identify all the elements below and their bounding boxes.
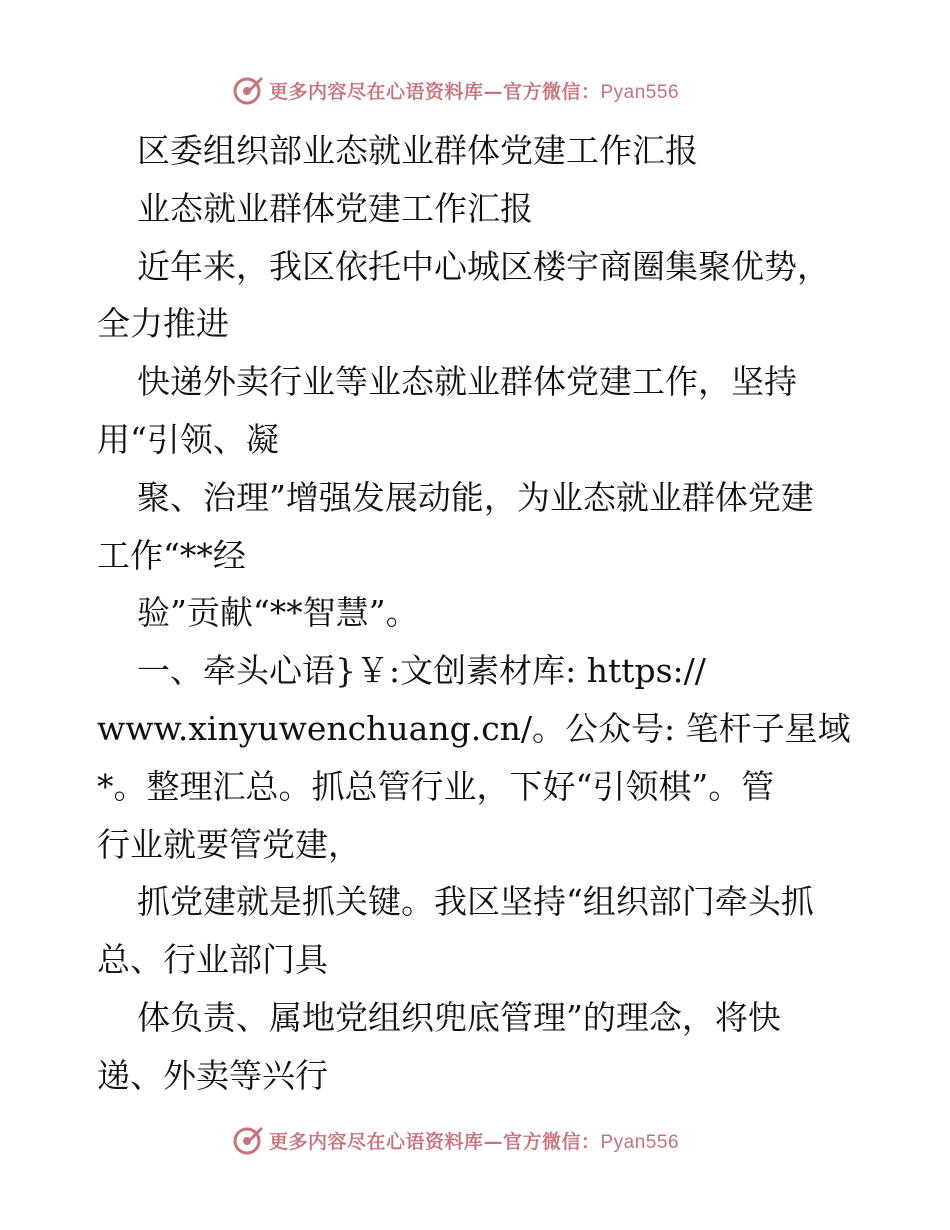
text-line: 聚、治理”增强发展动能，为业态就业群体党建 <box>137 477 814 517</box>
pen-logo-icon <box>231 73 265 107</box>
text-line: 总、行业部门具 <box>97 940 328 980</box>
text-line: 验”贡献“**智慧”。 <box>137 593 419 633</box>
text-line: 区委组织部业态就业群体党建工作汇报 <box>137 131 698 170</box>
text-line: 近年来，我区依托中心城区楼宇商圈集聚优势， <box>137 246 830 286</box>
text-line: *。整理汇总。抓总管行业，下好“引领棋”。管 <box>97 766 775 806</box>
text-line: 行业就要管党建， <box>97 824 361 864</box>
watermark-id: Pyan556 <box>600 1131 680 1153</box>
watermark-id: Pyan556 <box>600 81 680 103</box>
text-line: 体负责、属地党组织兜底管理”的理念，将快 <box>137 997 781 1037</box>
watermark-text: 更多内容尽在心语资料库—官方微信：Pyan556 <box>268 1130 680 1153</box>
text-line: 工作“**经 <box>97 535 246 575</box>
text-line: 递、外卖等兴行 <box>97 1055 328 1095</box>
document-body <box>97 122 867 1105</box>
text-line: 快递外卖行业等业态就业群体党建工作，坚持 <box>137 362 797 402</box>
text-line: 一、牵头心语}￥:文创素材库: https:// <box>137 651 706 691</box>
text-line: 业态就业群体党建工作汇报 <box>137 188 533 228</box>
text-line: www.xinyuwenchuang.cn/。公众号: 笔杆子星域 <box>97 708 851 748</box>
text-line: 抓党建就是抓关键。我区坚持“组织部门牵头抓 <box>137 882 814 922</box>
watermark-text: 更多内容尽在心语资料库—官方微信：Pyan556 <box>268 80 680 103</box>
text-line: 用“引领、凝 <box>97 419 279 459</box>
footer-watermark <box>0 1120 950 1160</box>
header-watermark <box>0 70 950 110</box>
text-line: 全力推进 <box>97 304 229 344</box>
pen-logo-icon <box>231 1123 265 1157</box>
